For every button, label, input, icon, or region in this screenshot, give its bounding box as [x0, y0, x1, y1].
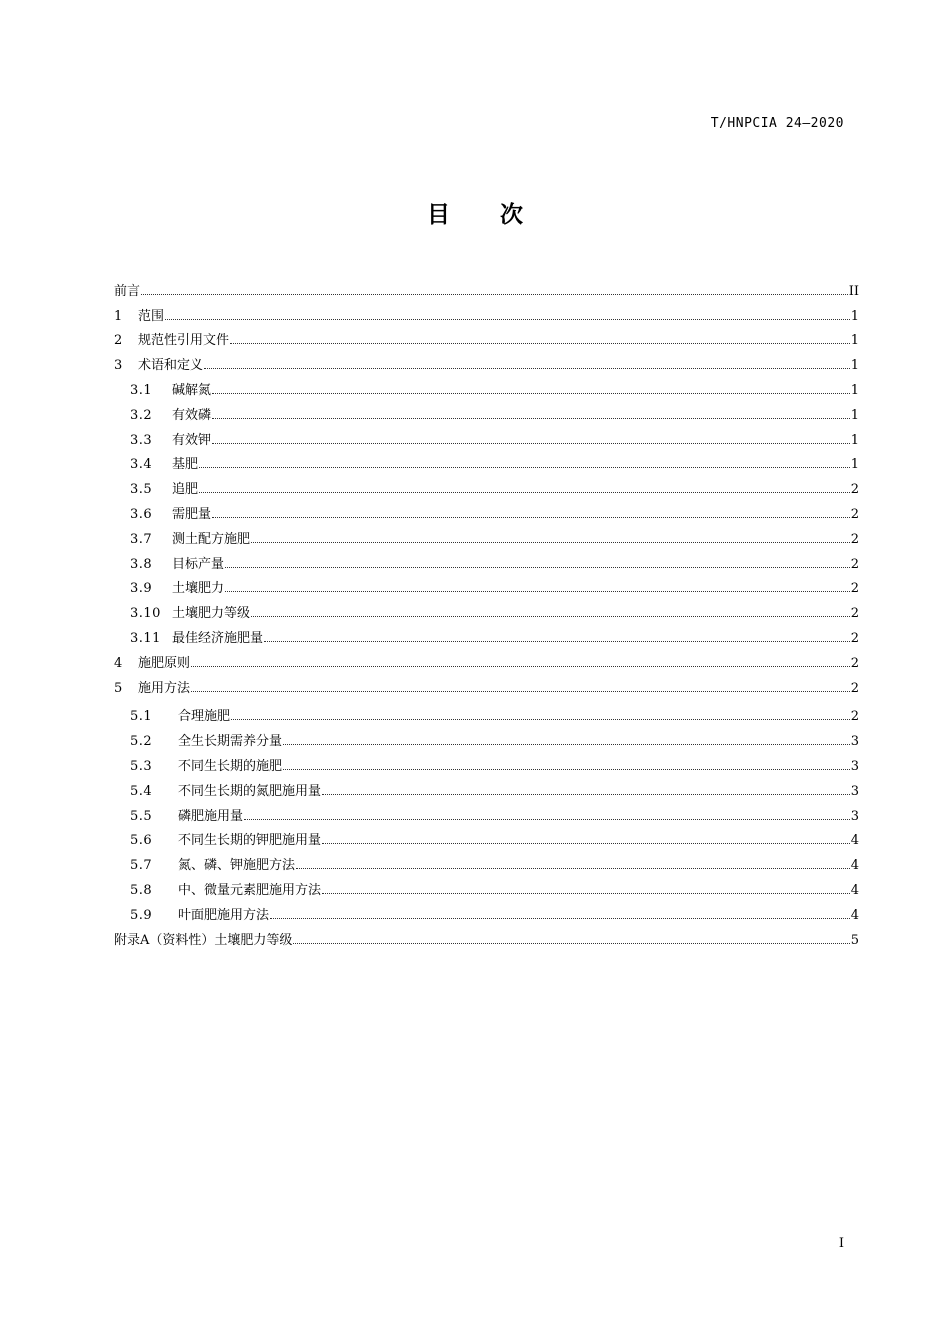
toc-entry-number: 3.8 [130, 556, 153, 572]
toc-entry-title: 需肥量 [172, 506, 212, 522]
toc-entry-title: 氮、磷、钾施肥方法 [178, 858, 296, 874]
dot-leader [296, 867, 850, 869]
dot-leader [270, 917, 850, 919]
toc-entry-number: 3.2 [130, 407, 153, 423]
toc-entry-page: 2 [850, 506, 859, 522]
toc-entry[interactable] [114, 348, 859, 373]
toc-entry-number: 5.4 [130, 783, 153, 799]
toc-entry-number: 3.11 [130, 630, 161, 646]
toc-entry[interactable] [114, 547, 859, 572]
dot-leader [244, 818, 850, 820]
toc-entry-title: 基肥 [172, 457, 199, 473]
dot-leader [322, 842, 850, 844]
toc-entry[interactable] [114, 646, 859, 671]
toc-entry[interactable] [114, 774, 859, 799]
toc-entry[interactable] [114, 299, 859, 324]
toc-entry[interactable] [114, 824, 859, 849]
toc-entry-number: 3.10 [130, 606, 161, 622]
toc-entry-title: 磷肥施用量 [178, 808, 244, 824]
dot-leader [191, 690, 850, 692]
toc-entry-number: 5.5 [130, 808, 153, 824]
toc-entry-page: 2 [850, 606, 859, 622]
toc-entry-number: 5.7 [130, 858, 153, 874]
toc-entry-title: 不同生长期的施肥 [178, 758, 283, 774]
toc-entry-page: 2 [850, 556, 859, 572]
toc-entry[interactable] [114, 522, 859, 547]
toc-entry[interactable] [114, 700, 859, 725]
toc-entry-number: 5.2 [130, 734, 153, 750]
dot-leader [225, 590, 850, 592]
toc-entry-page: 3 [850, 808, 859, 824]
toc-entry-page: 4 [850, 833, 859, 849]
toc-entry[interactable] [114, 423, 859, 448]
toc-entry[interactable] [114, 398, 859, 423]
toc-entry-number: 3.9 [130, 581, 153, 597]
toc-entry[interactable] [114, 596, 859, 621]
dot-leader [322, 892, 850, 894]
toc-entry-title: 有效磷 [172, 407, 212, 423]
title-char-2: 次 [500, 202, 523, 228]
toc-entry-number: 3.6 [130, 506, 153, 522]
toc-entry[interactable] [114, 923, 859, 948]
toc-entry-number: 1 [114, 308, 123, 324]
toc-entry-number: 3.3 [130, 432, 153, 448]
title-char-1: 目 [427, 202, 450, 228]
toc-entry-number: 2 [114, 333, 123, 349]
toc-entry-title: 全生长期需养分量 [178, 734, 283, 750]
toc-entry[interactable] [114, 799, 859, 824]
toc-entry-page: 2 [850, 581, 859, 597]
toc-entry[interactable] [114, 448, 859, 473]
toc-entry-title: 有效钾 [172, 432, 212, 448]
toc-entry-page: 3 [850, 758, 859, 774]
toc-entry-page: 4 [850, 882, 859, 898]
toc-entry-title: 碱解氮 [172, 382, 212, 398]
dot-leader [231, 718, 850, 720]
toc-entry-title: 前言 [114, 283, 141, 299]
toc-entry-page: 4 [850, 907, 859, 923]
toc-entry-page: 3 [850, 783, 859, 799]
dot-leader [283, 768, 850, 770]
toc-entry-number: 3 [114, 358, 123, 374]
toc-entry-page: 1 [850, 432, 859, 448]
toc-entry-title: 不同生长期的钾肥施用量 [178, 833, 322, 849]
toc-entry-page: 4 [850, 858, 859, 874]
dot-leader [165, 318, 850, 320]
toc-entry-page: 5 [850, 932, 859, 948]
standard-code: T/HNPCIA 24—2020 [710, 116, 844, 131]
toc-entry-page: 2 [850, 482, 859, 498]
toc-entry[interactable] [114, 898, 859, 923]
toc-entry[interactable] [114, 497, 859, 522]
toc-entry-page: 1 [850, 333, 859, 349]
toc-entry-page: 2 [850, 709, 859, 725]
toc-entry-title: 合理施肥 [178, 709, 231, 725]
page-title [0, 196, 950, 229]
table-of-contents [114, 274, 859, 948]
toc-entry-page: 3 [850, 734, 859, 750]
dot-leader [212, 442, 850, 444]
toc-entry-number: 5.8 [130, 882, 153, 898]
toc-entry-page: 2 [850, 531, 859, 547]
toc-entry[interactable] [114, 749, 859, 774]
page-number: I [838, 1236, 844, 1251]
dot-leader [204, 367, 850, 369]
dot-leader [199, 466, 850, 468]
toc-entry-number: 5.3 [130, 758, 153, 774]
toc-entry-page: 2 [850, 680, 859, 696]
toc-entry-number: 5 [114, 680, 123, 696]
toc-entry-title: 规范性引用文件 [138, 333, 230, 349]
toc-entry-number: 5.1 [130, 709, 153, 725]
toc-entry-number: 3.1 [130, 382, 153, 398]
toc-entry-title: 术语和定义 [138, 358, 204, 374]
toc-entry[interactable] [114, 373, 859, 398]
toc-entry-title: 不同生长期的氮肥施用量 [178, 783, 322, 799]
toc-entry-number: 3.7 [130, 531, 153, 547]
dot-leader [191, 665, 850, 667]
toc-entry[interactable] [114, 621, 859, 646]
dot-leader [199, 491, 850, 493]
dot-leader [230, 342, 850, 344]
toc-entry-page: 1 [850, 358, 859, 374]
toc-entry-title: 中、微量元素肥施用方法 [178, 882, 322, 898]
dot-leader [212, 392, 850, 394]
toc-entry[interactable] [114, 848, 859, 873]
toc-entry-title: 施肥原则 [138, 655, 191, 671]
toc-entry[interactable] [114, 274, 859, 299]
dot-leader [141, 293, 848, 295]
dot-leader [251, 615, 850, 617]
dot-leader [264, 640, 850, 642]
toc-entry[interactable] [114, 472, 859, 497]
toc-entry-page: 1 [850, 457, 859, 473]
toc-entry-page: 2 [850, 655, 859, 671]
toc-entry-title: 范围 [138, 308, 165, 324]
dot-leader [212, 417, 850, 419]
toc-entry-title: 施用方法 [138, 680, 191, 696]
dot-leader [251, 541, 850, 543]
toc-entry-page: 1 [850, 382, 859, 398]
toc-entry[interactable] [114, 324, 859, 349]
toc-entry-page: 2 [850, 630, 859, 646]
dot-leader [283, 743, 850, 745]
toc-entry-number: 3.4 [130, 457, 153, 473]
dot-leader [293, 942, 849, 944]
dot-leader [322, 793, 850, 795]
toc-entry-title: 最佳经济施肥量 [172, 630, 264, 646]
toc-entry-number: 3.5 [130, 482, 153, 498]
toc-entry[interactable] [114, 724, 859, 749]
toc-entry[interactable] [114, 572, 859, 597]
toc-entry-title: 土壤肥力 [172, 581, 225, 597]
dot-leader [212, 516, 850, 518]
toc-entry-page: 1 [850, 308, 859, 324]
toc-entry-number: 4 [114, 655, 123, 671]
toc-entry-title: 测土配方施肥 [172, 531, 251, 547]
toc-entry-number: 5.6 [130, 833, 153, 849]
dot-leader [225, 566, 850, 568]
toc-entry-title: 目标产量 [172, 556, 225, 572]
toc-entry-title: 土壤肥力等级 [172, 606, 251, 622]
toc-entry-title: 附录A（资料性）土壤肥力等级 [114, 932, 293, 948]
toc-entry-page: 1 [850, 407, 859, 423]
toc-entry[interactable] [114, 671, 859, 696]
toc-entry-number: 5.9 [130, 907, 153, 923]
toc-entry-title: 追肥 [172, 482, 199, 498]
toc-entry-page: II [848, 283, 859, 299]
toc-entry[interactable] [114, 873, 859, 898]
toc-entry-title: 叶面肥施用方法 [178, 907, 270, 923]
